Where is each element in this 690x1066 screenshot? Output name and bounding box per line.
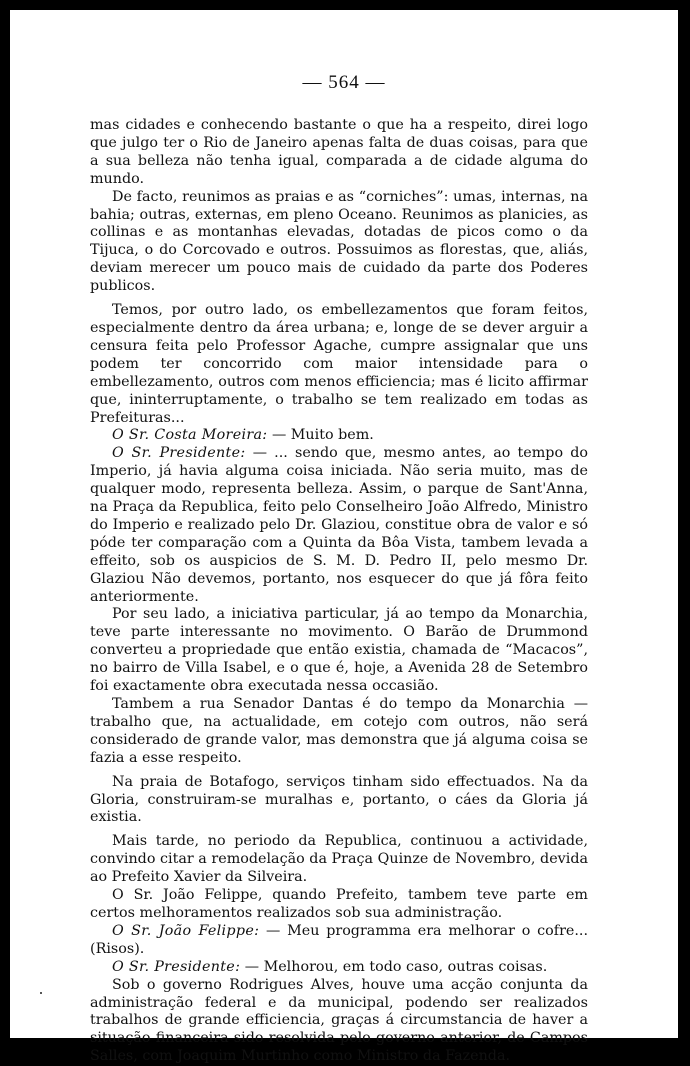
speech-text: — Melhorou, em todo caso, outras coisas. <box>244 958 548 975</box>
paragraph: Tambem a rua Senador Dantas é do tempo da Monarchia — trabalho que, na actualidade, em cotejo com outros, não será considerado de grande valor, mas demonstra que já alguma coisa se fazia a esse respeito. <box>90 696 588 766</box>
scan-speck <box>40 992 42 994</box>
paragraph: Por seu lado, a iniciativa particular, já ao tempo da Monarchia, teve parte interessante no movimento. O Barão de Drummond converteu a propriedade que então existia, chamada de “Macacos”, no bairro de Villa Isabel, e o que é, hoje, a Avenida 28 de Setembro foi exactamente obra executada nessa occasião. <box>90 606 588 695</box>
document-page <box>10 10 678 1065</box>
speaker-name: O Sr. Presidente: <box>112 958 241 975</box>
paragraph: Na praia de Botafogo, serviços tinham sido effectuados. Na da Gloria, construiram-se muralhas e, portanto, o cáes da Gloria já existia. <box>90 773 588 826</box>
paragraph: mas cidades e conhecendo bastante o que ha a respeito, direi logo que julgo ter o Rio de Janeiro apenas falta de duas coisas, para que a sua belleza não tenha igual, comparada a de cidade alguma do mundo. <box>90 117 588 187</box>
speaker-name: O Sr. Presidente: <box>112 445 246 462</box>
speech <box>90 959 588 977</box>
speech-text: — Muito bem. <box>271 427 374 444</box>
speech <box>90 427 588 445</box>
speech-text: — ... sendo que, mesmo antes, ao tempo do Imperio, já havia alguma coisa iniciada. Não seria muito, mas de qualquer modo, representa belleza. Assim, o parque de Sant'Anna, na Praça da Republica, feito pelo Conselheiro João Alfredo, Ministro do Imperio e realizado pelo Dr. Glaziou, constitue obra de valor e só póde ter comparação com a Quinta da Bôa Vista, tambem levada a effeito, sob os auspicios de S. M. D. Pedro II, pelo mesmo Dr. Glaziou Não devemos, portanto, nos esquecer do que já fôra feito anteriormente. <box>90 445 589 605</box>
paragraph: Mais tarde, no periodo da Republica, continuou a actividade, convindo citar a remodelação da Praça Quinze de Novembro, devida ao Prefeito Xavier da Silveira. <box>90 833 588 886</box>
speech-text: — Meu programma era melhorar o cofre... (Risos). <box>90 922 588 957</box>
speech <box>90 445 588 606</box>
page-number: — 564 — <box>302 72 386 93</box>
paragraph: Sob o governo Rodrigues Alves, houve uma acção conjunta da administração federal e da municipal, podendo ser realizados trabalhos de grande efficiencia, graças á circumstancia de haver a situação financeira sido resolvida pelo governo anterior, de Campos Salles, com Joaquim Murtinho como Ministro da Fazenda. <box>90 976 588 1065</box>
speaker-name: O Sr. João Felippe: <box>112 922 260 939</box>
paragraph: De facto, reunimos as praias e as “corniches”: umas, internas, na bahia; outras, externas, em pleno Oceano. Reunimos as planicies, as collinas e as montanhas elevadas, dotadas de picos como o da Tijuca, o do Corcovado e outros. Possuimos as florestas, que, aliás, deviam merecer um pouco mais de cuidado da parte dos Poderes publicos. <box>90 188 588 295</box>
speaker-name: O Sr. Costa Moreira: <box>112 427 268 444</box>
paragraph: O Sr. João Felippe, quando Prefeito, tambem teve parte em certos melhoramentos realizados sob sua administração. <box>90 887 588 921</box>
speech <box>90 923 588 959</box>
paragraph: Temos, por outro lado, os embellezamentos que foram feitos, especialmente dentro da área urbana; e, longe de se dever arguir a censura feita pelo Professor Agache, cumpre assignalar que uns podem ter concorrido com maior intensidade para o embellezamento, outros com menos efficiencia; mas é licito affirmar que, ininterruptamente, o trabalho se tem realizado em todas as Prefeituras... <box>90 302 588 426</box>
body-text <box>90 117 588 1066</box>
